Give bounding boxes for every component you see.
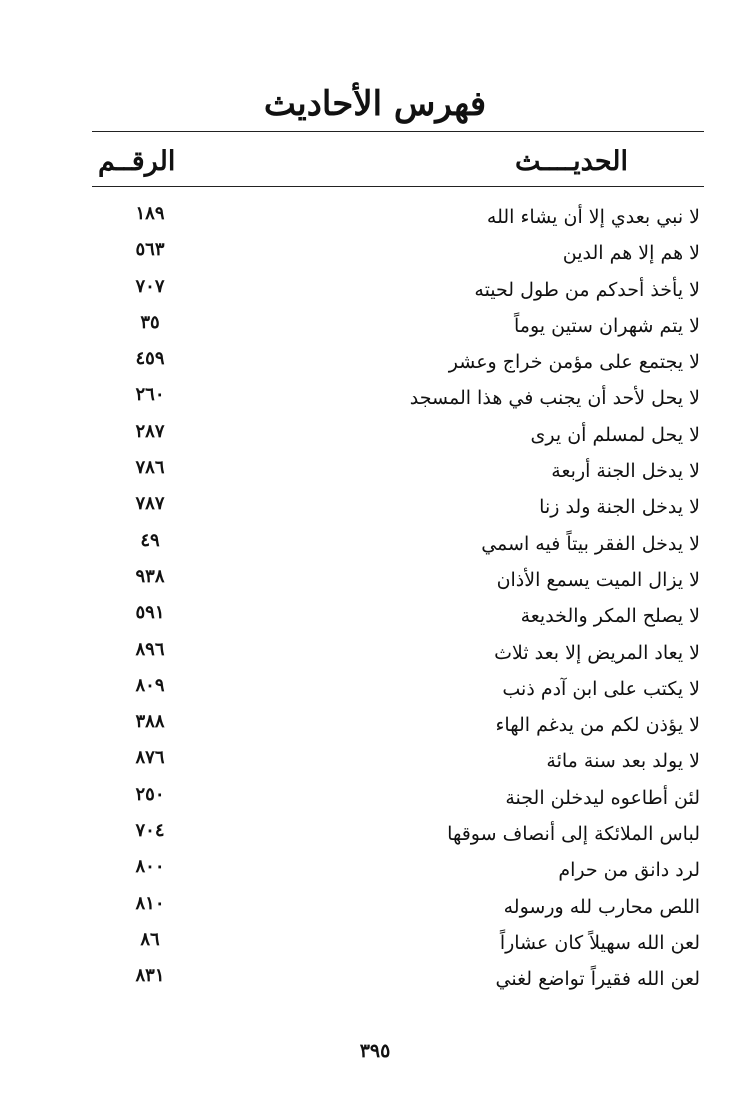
- list-item: [92, 852, 704, 888]
- list-item: [92, 562, 704, 598]
- page-title: فهرس الأحاديث: [263, 84, 487, 124]
- list-item: [92, 635, 704, 671]
- hadith-number: ٨٣١: [135, 965, 165, 987]
- hadith-number: ٨١٠: [135, 892, 165, 914]
- hadith-text: لا يجتمع على مؤمن خراج وعشر: [448, 351, 700, 374]
- hadith-text: لباس الملائكة إلى أنصاف سوقها: [447, 823, 700, 846]
- hadith-text: لا يعاد المريض إلا بعد ثلاث: [494, 641, 700, 664]
- list-item: [92, 961, 704, 997]
- hadith-number: ٥٦٣: [135, 239, 165, 261]
- header-bottom-rule: [92, 186, 704, 187]
- hadith-number: ٧٨٧: [135, 493, 165, 515]
- list-item: [92, 707, 704, 743]
- hadith-text: لئن أطاعوه ليدخلن الجنة: [505, 786, 700, 809]
- hadith-text: لرد دانق من حرام: [558, 859, 700, 882]
- list-item: [92, 780, 704, 816]
- hadith-text: اللص محارب لله ورسوله: [503, 895, 700, 918]
- hadith-number: ٢٨٧: [135, 420, 165, 442]
- list-item: [92, 199, 704, 235]
- hadith-text: لعن الله فقيراً تواضع لغني: [495, 968, 700, 991]
- list-item: [92, 308, 704, 344]
- hadith-number: ٢٥٠: [135, 783, 165, 805]
- hadith-text: لا يولد بعد سنة مائة: [546, 750, 700, 773]
- hadith-number: ٨٧٦: [135, 747, 165, 769]
- hadith-text: لا يتم شهران ستين يوماً: [514, 314, 700, 337]
- list-item: [92, 671, 704, 707]
- hadith-text: لا هم إلا هم الدين: [562, 242, 700, 265]
- list-item: [92, 925, 704, 961]
- list-item: [92, 453, 704, 489]
- hadith-text: لا يحل لمسلم أن يرى: [530, 423, 700, 446]
- list-item: [92, 344, 704, 380]
- hadith-text: لا نبي بعدي إلا أن يشاء الله: [486, 206, 700, 228]
- hadith-number: ٢٦٠: [135, 384, 165, 406]
- column-header-hadith: الحديــــث: [515, 146, 628, 177]
- hadith-number: ٨٦: [140, 928, 160, 950]
- hadith-number: ٨٠٠: [135, 856, 165, 878]
- hadith-text: لا يحل لأحد أن يجنب في هذا المسجد: [409, 387, 700, 410]
- list-item: [92, 272, 704, 308]
- hadith-text: لا يدخل الفقر بيتاً فيه اسمي: [481, 532, 700, 555]
- hadith-number: ٧٠٧: [135, 275, 165, 297]
- list-item: [92, 889, 704, 925]
- hadith-number: ٧٠٤: [135, 820, 165, 842]
- hadith-text: لا يكتب على ابن آدم ذنب: [502, 677, 700, 700]
- hadith-number: ٩٣٨: [135, 565, 165, 587]
- hadith-text: لا يؤذن لكم من يدغم الهاء: [495, 714, 700, 737]
- list-item: [92, 417, 704, 453]
- hadith-number: ٧٨٦: [135, 457, 165, 479]
- hadith-number: ١٨٩: [135, 203, 165, 224]
- hadith-text: لا يأخذ أحدكم من طول لحيته: [474, 278, 700, 301]
- list-item: [92, 743, 704, 779]
- list-item: [92, 598, 704, 634]
- page-number: ٣٩٥: [359, 1040, 391, 1062]
- hadith-text: لا يدخل الجنة ولد زنا: [539, 496, 700, 519]
- hadith-number: ٣٨٨: [135, 711, 165, 733]
- hadith-number: ٥٩١: [135, 602, 165, 624]
- hadith-index-list: [92, 199, 704, 998]
- hadith-text: لعن الله سهيلاً كان عشاراً: [499, 931, 700, 954]
- hadith-number: ٨٠٩: [135, 674, 165, 696]
- list-item: [92, 816, 704, 852]
- hadith-number: ٣٥: [140, 311, 160, 333]
- list-item: [92, 235, 704, 271]
- table-header: [92, 142, 704, 182]
- list-item: [92, 526, 704, 562]
- list-item: [92, 380, 704, 416]
- hadith-number: ٤٩: [140, 529, 160, 551]
- column-header-number: الرقــم: [98, 146, 176, 177]
- list-item: [92, 489, 704, 525]
- hadith-text: لا يزال الميت يسمع الأذان: [496, 568, 700, 591]
- hadith-text: لا يصلح المكر والخديعة: [520, 605, 700, 628]
- hadith-number: ٤٥٩: [135, 348, 165, 370]
- hadith-text: لا يدخل الجنة أربعة: [551, 460, 700, 483]
- header-top-rule: [92, 131, 704, 132]
- hadith-number: ٨٩٦: [135, 638, 165, 660]
